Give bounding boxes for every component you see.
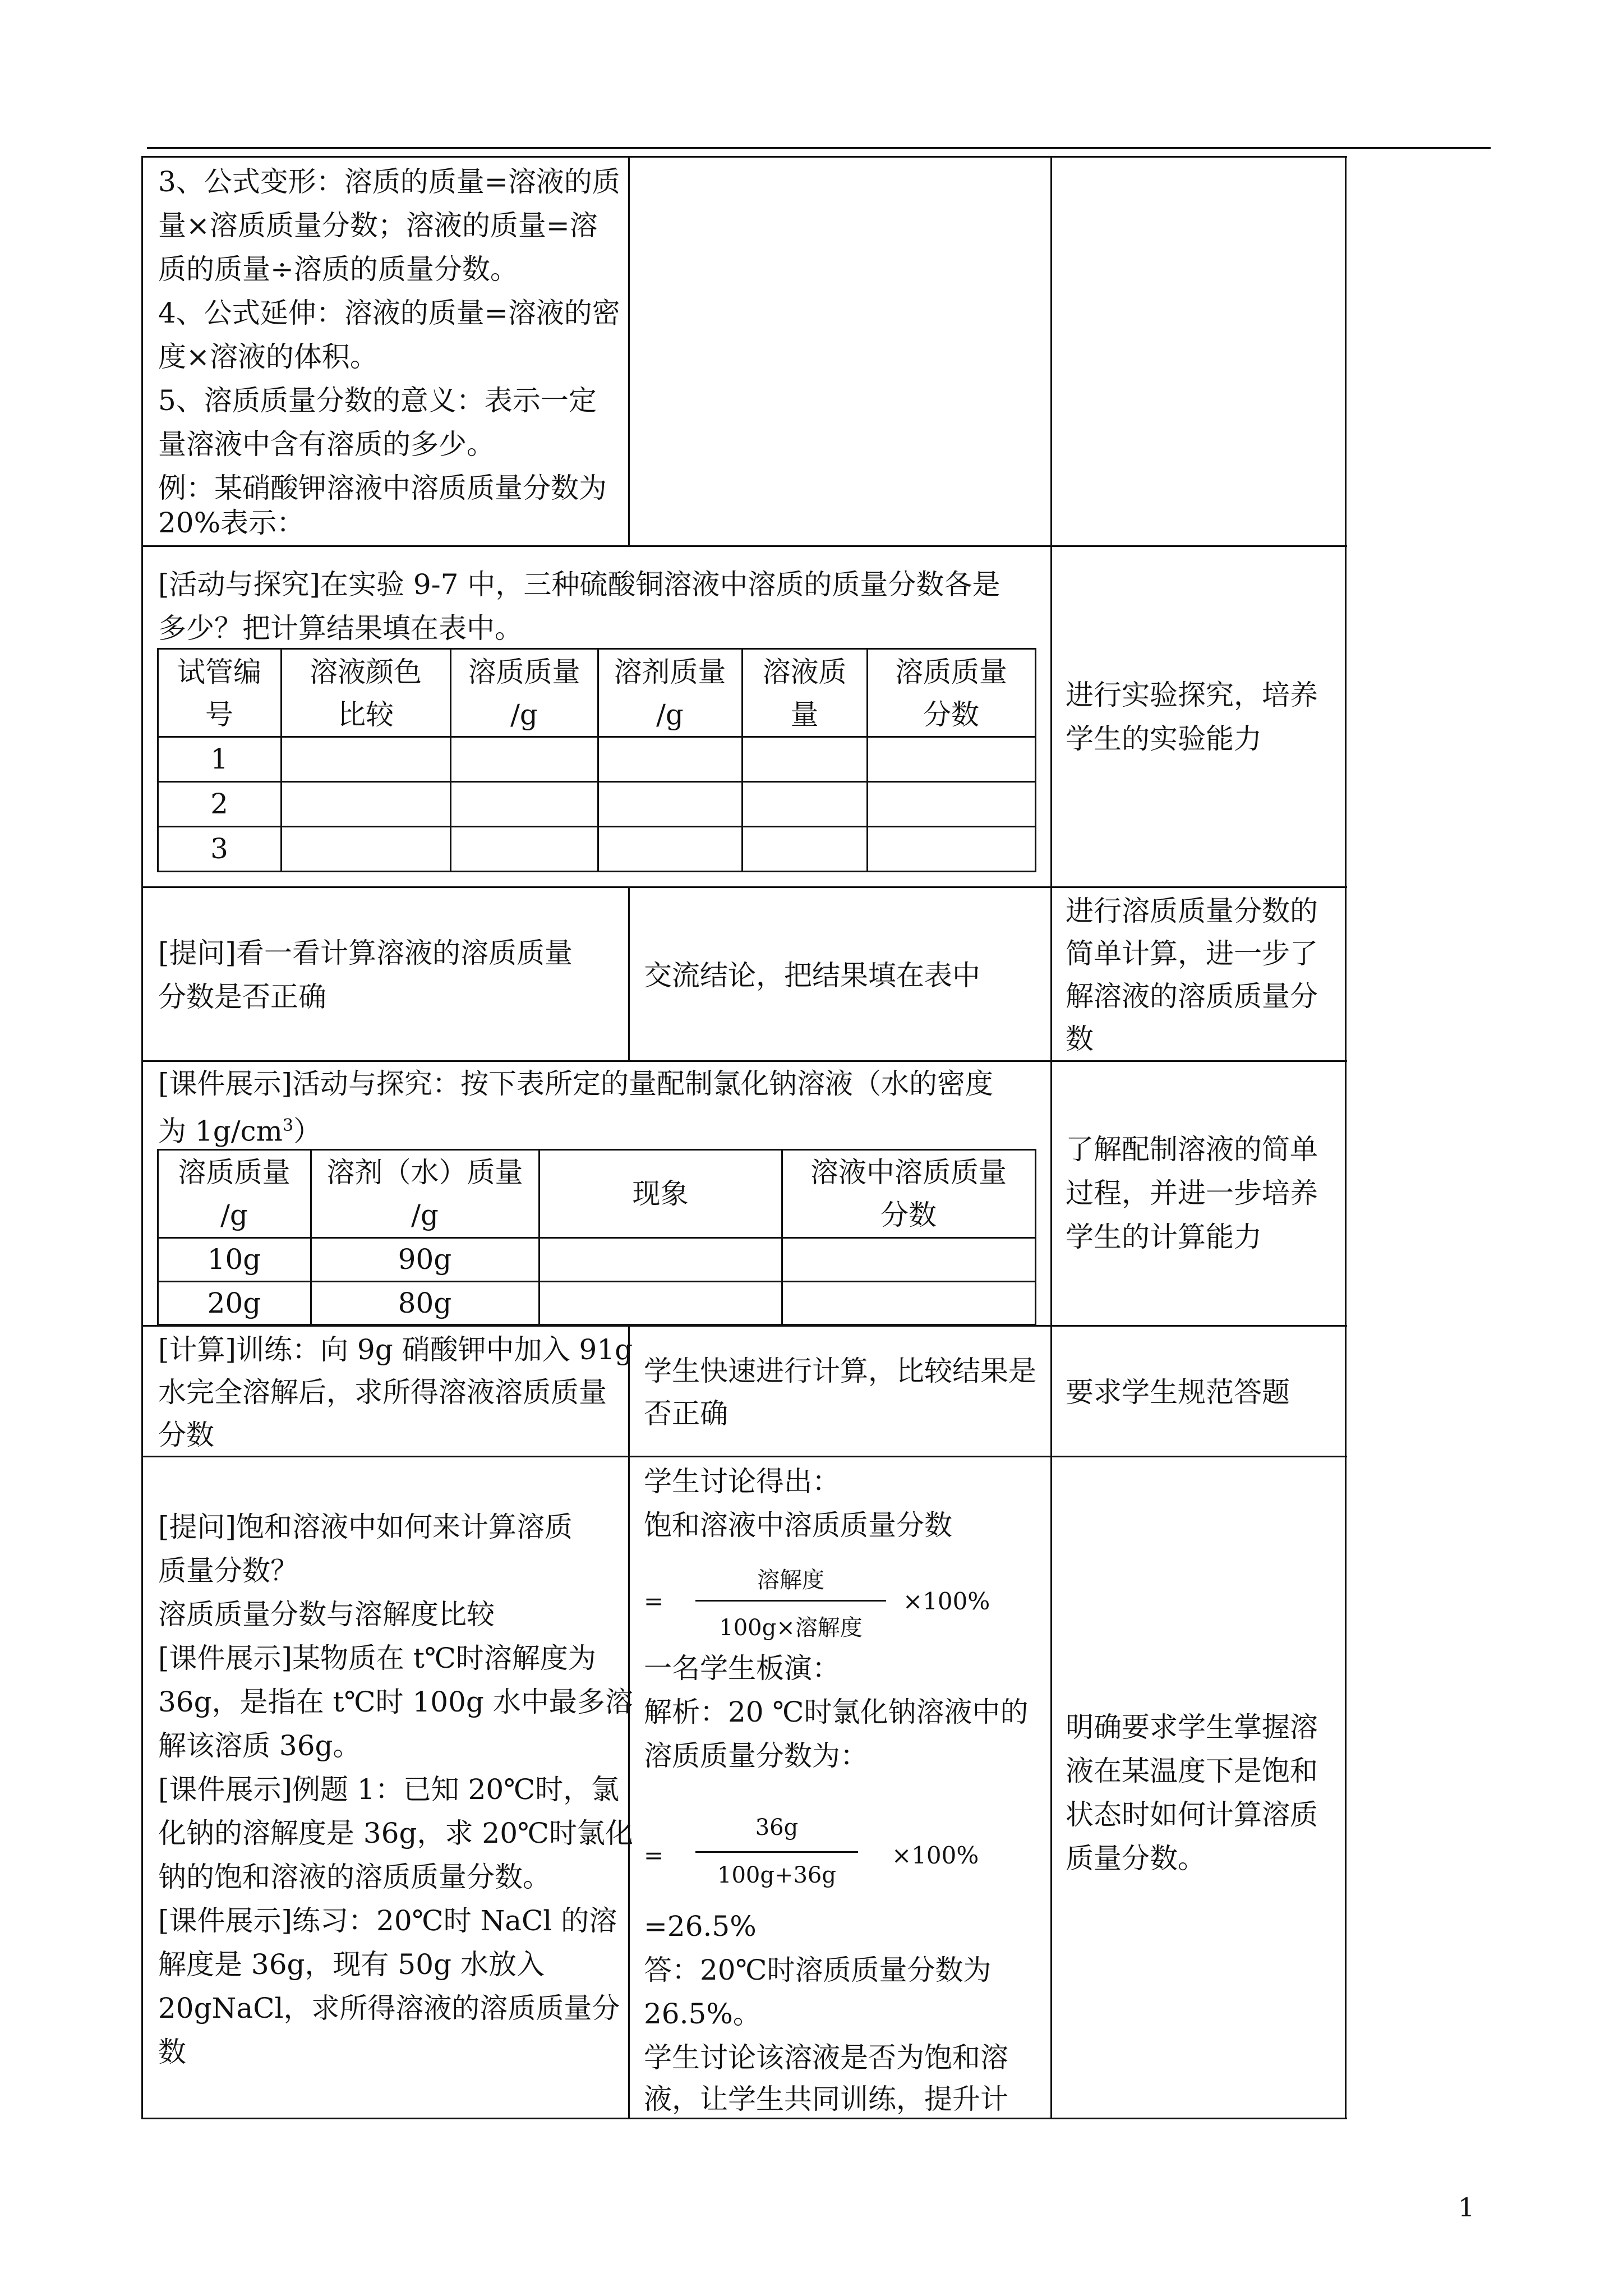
text-line: 饱和溶液中溶质质量分数 — [644, 1509, 952, 1542]
text-line: 量×溶质质量分数；溶液的质量=溶 — [158, 209, 598, 242]
tube-number: 2 — [210, 788, 228, 820]
header-mass-fraction: 溶质质量 分数 — [895, 656, 1007, 731]
text-line: 进行实验探究，培养 — [1066, 679, 1318, 711]
text-line: 化钠的溶解度是 36g，求 20℃时氯化 — [158, 1817, 633, 1849]
text-line: 过程，并进一步培养 — [1066, 1177, 1318, 1209]
text-line: 度×溶液的体积。 — [158, 341, 378, 373]
text-line: [提问]饱和溶液中如何来计算溶质 — [158, 1511, 573, 1543]
text-line: [活动与探究]在实验 9-7 中，三种硫酸铜溶液中溶质的质量分数各是 — [158, 568, 1000, 601]
text-line: 学生讨论该溶液是否为饱和溶 — [644, 2041, 1008, 2074]
text-line: [课件展示]活动与探究：按下表所定的量配制氯化钠溶液（水的密度 — [158, 1068, 994, 1100]
header-solution-mass: 溶液质 量 — [762, 656, 847, 731]
fraction-denominator: 100g×溶解度 — [719, 1615, 863, 1641]
text-line: 量溶液中含有溶质的多少。 — [158, 428, 495, 461]
text-line: 例：某硝酸钾溶液中溶质质量分数为 — [158, 472, 607, 504]
text-line: 20%表示： — [158, 507, 305, 539]
text-line: [课件展示]练习：20℃时 NaCl 的溶 — [158, 1904, 617, 1937]
text-line: 3、公式变形：溶质的质量=溶液的质 — [158, 165, 620, 198]
text-line: 否正确 — [644, 1397, 728, 1430]
fraction-denominator: 100g+36g — [717, 1862, 836, 1888]
text-line: [课件展示]某物质在 t℃时溶解度为 — [158, 1642, 596, 1674]
text-line: 水完全溶解后，求所得溶液溶质质量 — [158, 1376, 607, 1409]
text-line: 液，让学生共同训练，提升计 — [644, 2083, 1008, 2115]
text-line: 数 — [1066, 1023, 1094, 1055]
text-line: 钠的饱和溶液的溶质质量分数。 — [158, 1861, 551, 1893]
text-line: 解析：20 ℃时氯化钠溶液中的 — [644, 1696, 1029, 1728]
text-line: [课件展示]例题 1：已知 20℃时，氯 — [158, 1773, 620, 1806]
times-percent: ×100% — [903, 1588, 990, 1615]
fraction-numerator: 36g — [755, 1815, 799, 1841]
text-line: 溶质质量分数与溶解度比较 — [158, 1598, 495, 1631]
header-tube-no: 试管编 号 — [177, 656, 261, 731]
text-line: 解度是 36g，现有 50g 水放入 — [158, 1948, 545, 1981]
text-line: 答：20℃时溶质质量分数为 — [644, 1954, 992, 1986]
text-line: 解该溶质 36g。 — [158, 1729, 361, 1762]
text-line: 学生快速进行计算，比较结果是 — [644, 1355, 1036, 1387]
header-rule — [147, 147, 1491, 149]
header-water-mass: 溶剂（水）质量 /g — [326, 1156, 523, 1231]
text-line: 26.5%。 — [644, 1998, 761, 2030]
equals-sign: = — [644, 1842, 664, 1869]
text-line: 4、公式延伸：溶液的质量=溶液的密 — [158, 297, 620, 329]
header-mass-fraction: 溶液中溶质质量 分数 — [810, 1156, 1007, 1231]
page-number: 1 — [1458, 2192, 1475, 2223]
header-phenomenon: 现象 — [632, 1177, 689, 1210]
text-line: [计算]训练：向 9g 硝酸钾中加入 91g — [158, 1333, 633, 1366]
water-mass-value: 80g — [398, 1287, 452, 1319]
text-line: 数 — [158, 2036, 186, 2068]
text-line: 36g，是指在 t℃时 100g 水中最多溶 — [158, 1686, 633, 1718]
text-line: 质的质量÷溶质的质量分数。 — [158, 253, 518, 286]
text-line: 交流结论，把结果填在表中 — [644, 959, 980, 992]
text-line: 了解配制溶液的简单 — [1066, 1133, 1318, 1166]
text-line: 学生的实验能力 — [1066, 723, 1262, 755]
text-line: 多少？把计算结果填在表中。 — [158, 612, 523, 645]
solute-mass-value: 10g — [207, 1243, 261, 1276]
solute-mass-value: 20g — [207, 1287, 261, 1319]
text-line: 分数 — [158, 1419, 214, 1451]
text-line: 要求学生规范答题 — [1066, 1376, 1290, 1409]
text-line: 进行溶质质量分数的 — [1066, 895, 1318, 927]
text-line: [提问]看一看计算溶液的溶质质量 — [158, 937, 573, 969]
text-line: 状态时如何计算溶质 — [1066, 1798, 1318, 1831]
text-line: 分数是否正确 — [158, 981, 326, 1013]
text-line: 学生讨论得出： — [644, 1465, 840, 1498]
text-line: 学生的计算能力 — [1066, 1221, 1262, 1253]
fraction-numerator: 溶解度 — [757, 1567, 824, 1593]
text-line: =26.5% — [644, 1910, 757, 1943]
water-mass-value: 90g — [398, 1243, 452, 1276]
text-line: 简单计算，进一步了 — [1066, 937, 1318, 970]
header-solution-color: 溶液颜色 比较 — [310, 656, 422, 731]
tube-number: 3 — [210, 832, 228, 865]
text-line: 质量分数？ — [158, 1554, 298, 1587]
text-line: 液在某温度下是饱和 — [1066, 1755, 1318, 1787]
header-solute-mass: 溶质质量 /g — [178, 1156, 291, 1231]
text-line: 20gNaCl，求所得溶液的溶质质量分 — [158, 1992, 620, 2024]
text-line: 为 $1g/cm^3$） — [158, 1115, 322, 1148]
times-percent: ×100% — [892, 1842, 979, 1869]
text-line: 一名学生板演： — [644, 1652, 840, 1685]
tube-number: 1 — [210, 743, 228, 775]
header-solute-mass: 溶质质量 /g — [468, 656, 580, 731]
header-solvent-mass: 溶剂质量 /g — [614, 656, 726, 731]
text-line: 5、溶质质量分数的意义：表示一定 — [158, 384, 597, 417]
equals-sign: = — [644, 1588, 664, 1615]
text-line: 质量分数。 — [1066, 1842, 1206, 1875]
text-line: 溶质质量分数为： — [644, 1740, 868, 1772]
text-line: 明确要求学生掌握溶 — [1066, 1711, 1318, 1743]
text-line: 解溶液的溶质质量分 — [1066, 980, 1318, 1013]
